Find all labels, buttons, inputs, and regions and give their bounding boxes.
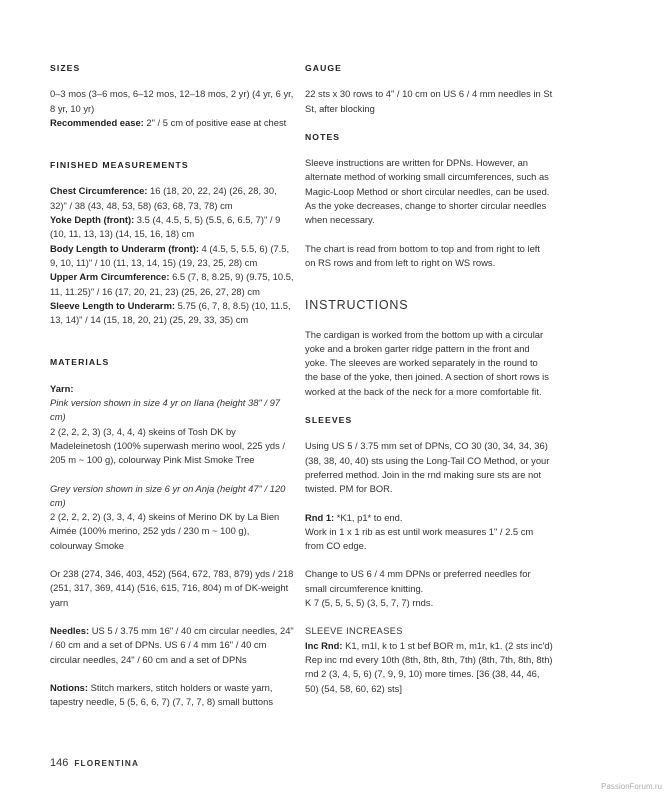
instructions-heading: INSTRUCTIONS [305, 298, 409, 313]
grey-version-yarn: 2 (2, 2, 2, 2) (3, 3, 4, 4) skeins of Merino DK by La Bien Aimée (100% merino, 252 yds / 230 m ~ 100 g), colourway Smoke [50, 511, 280, 551]
sizes-heading: SIZES [50, 63, 81, 73]
measurement-item: Body Length to Underarm (front): 4 (4.5, 5, 5.5, 6) (7.5, 9, 10, 11)" / 10 (11, 13, 14, 15) (19, 23, 25, 28) cm [50, 242, 290, 268]
grey-version-caption: Grey version shown in size 6 yr on Anja (height 47" / 120 cm) [50, 482, 286, 508]
sleeves-cast-on: Using US 5 / 3.75 mm set of DPNs, CO 30 (30, 34, 34, 36) (38, 38, 40, 40) sts using the Long-Tail CO Method, or your preferred method. Join in the rnd making sure sts are not twisted. PM for BOR. [305, 440, 550, 495]
needles: Needles: US 5 / 3.75 mm 16" / 40 cm circular needles, 24" / 60 cm and a set of DPNs. US 6 / 4 mm 16" / 40 cm circular needles, 24" / 60 cm and a set of DPNs [50, 624, 294, 665]
page-number: 146 [50, 757, 69, 769]
pattern-name: FLORENTINA [74, 759, 140, 768]
instructions-text: The cardigan is worked from the bottom up with a circular yoke and a broken garter ridge pattern in the front and yoke. The sleeves are worked separately in the round to the base of the yoke, then joined. A section of short rows is worked at the back of the neck for a more comfortable fit. [305, 328, 549, 397]
gauge-text: 22 sts x 30 rows to 4" / 10 cm on US 6 / 4 mm needles in St St, after blocking [305, 88, 553, 114]
measurement-item: Yoke Depth (front): 3.5 (4, 4.5, 5, 5) (5.5, 6, 6.5, 7)" / 9 (10, 11, 13, 13) (14, 15, 16, 18) cm [50, 214, 281, 240]
yarn-label: Yarn: [50, 382, 74, 394]
rnd1-work: Work in 1 x 1 rib as est until work measures 1" / 2.5 cm from CO edge. [305, 525, 534, 552]
notes-paragraph: Sleeve instructions are written for DPNs. However, an alternate method of working small circumferences, such as Magic-Loop Method or short circular needles, can be used. As the yoke decreases, change to shorter circular needles when necessary. [305, 157, 550, 226]
page-footer [50, 756, 139, 771]
sleeves-heading: SLEEVES [305, 415, 353, 426]
measurement-item: Upper Arm Circumference: 6.5 (7, 8, 8.25, 9) (9.75, 10.5, 11, 11.25)" / 16 (17, 20, 21, 23) (25, 26, 27, 28) cm [50, 271, 294, 297]
ease-label: Recommended ease: [50, 116, 144, 128]
notes-heading: NOTES [305, 131, 341, 142]
pink-version-caption: Pink version shown in size 4 yr on Ilana (height 38" / 97 cm) [50, 397, 281, 423]
measurement-item: Sleeve Length to Underarm: 5.75 (6, 7, 8, 8.5) (10, 11.5, 13, 14)" / 14 (15, 18, 20, 21) (25, 29, 33, 35) cm [50, 299, 291, 326]
watermark: PassionForum.ru [601, 781, 662, 791]
recommended-ease [50, 116, 294, 130]
knit-rounds: K 7 (5, 5, 5, 5) (3, 5, 7, 7) rnds. [305, 597, 434, 609]
sleeve-increases-heading: SLEEVE INCREASES [305, 626, 403, 637]
inc-rnd: Inc Rnd: K1, m1l, k to 1 st bef BOR m, m1r, k1. (2 sts inc'd) [305, 639, 553, 651]
rnd1: Rnd 1: *K1, p1* to end. [305, 511, 403, 523]
left-column [50, 61, 294, 723]
gauge-heading: GAUGE [305, 63, 343, 73]
sizes-text: 0–3 mos (3–6 mos, 6–12 mos, 12–18 mos, 2 yr) (4 yr, 6 yr, 8 yr, 10 yr) [50, 88, 294, 114]
yarn-alternative: Or 238 (274, 346, 403, 452) (564, 672, 783, 879) yds / 218 (251, 317, 369, 414) (516, 615, 716, 804) m of DK-weight yarn [50, 568, 294, 608]
notes-paragraph: The chart is read from bottom to top and from right to left on RS rows and from left to right on WS rows. [305, 242, 541, 268]
pink-version-yarn: 2 (2, 2, 2, 3) (3, 4, 4, 4) skeins of Tosh DK by Madeleinetosh (100% superwash merino wool, 225 yds / 205 m ~ 100 g), colourway Pink Mist Smoke Tree [50, 425, 286, 466]
measurement-item: Chest Circumference: 16 (18, 20, 22, 24) (26, 28, 30, 32)" / 38 (43, 48, 53, 58) (63, 68, 73, 78) cm [50, 185, 277, 211]
ease-value: 2" / 5 cm of positive ease at chest [143, 116, 287, 128]
materials-heading: MATERIALS [50, 357, 110, 368]
notions: Notions: Stitch markers, stitch holders or waste yarn, tapestry needle, 5 (5, 6, 6, 7) (7, 7, 7, 8) small buttons [50, 681, 274, 708]
change-needles: Change to US 6 / 4 mm DPNs or preferred needles for small circumference knitting. [305, 568, 531, 594]
finished-measurements-heading: FINISHED MEASUREMENTS [50, 160, 189, 171]
right-column [305, 61, 553, 696]
repeat-increase: Rep inc rnd every 10th (8th, 8th, 8th, 7th) (8th, 7th, 8th, 8th) rnd 2 (3, 4, 5, 6) (7, 9, 9, 10) more times. [36 (38, 44, 46, 50) (54, 58, 60, 62) sts] [305, 653, 553, 694]
